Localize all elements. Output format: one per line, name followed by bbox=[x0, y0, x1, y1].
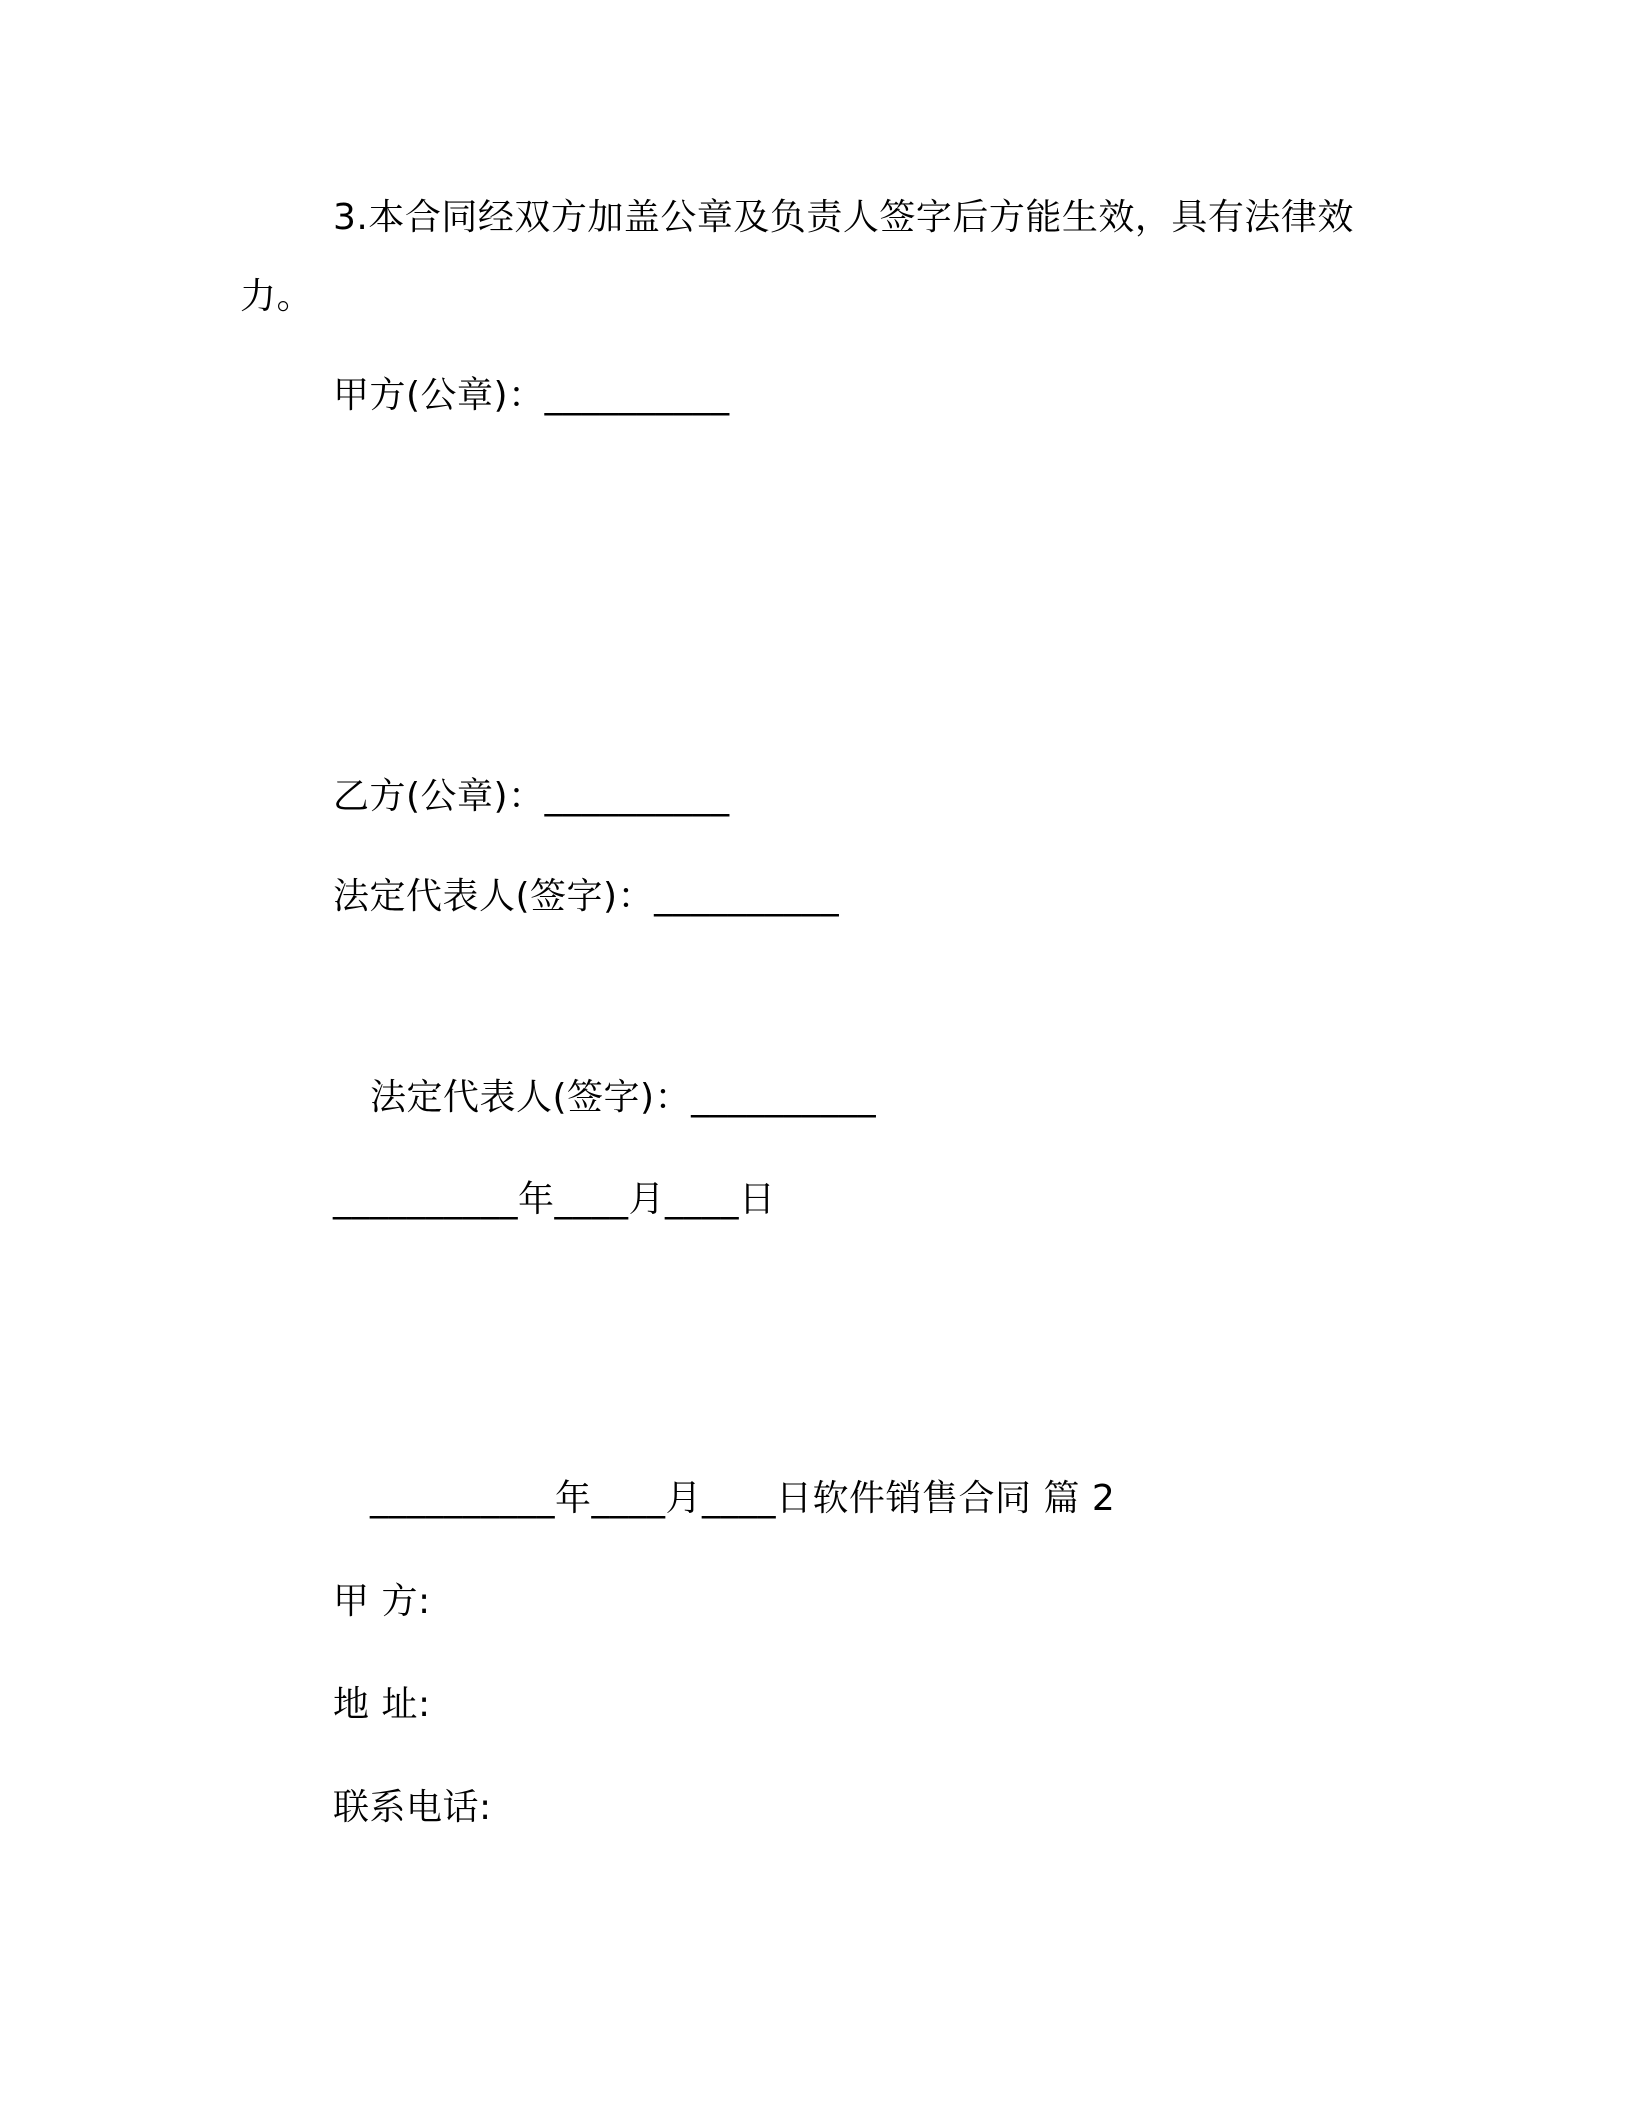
party-a-seal-line: 甲方(公章)：__________ bbox=[333, 375, 730, 416]
legal-representative-line: 法定代表人(签字)：__________ bbox=[333, 876, 840, 917]
party-a-label: 甲 方: bbox=[333, 1581, 431, 1622]
clause-3-paragraph: 3.本合同经双方加盖公章及负责人签字后方能生效，具有法律效力。 bbox=[240, 197, 1354, 317]
legal-representative-line-2: 法定代表人(签字)：__________ bbox=[370, 1077, 877, 1118]
signing-date-line: __________年____月____日 bbox=[333, 1179, 776, 1220]
phone-label: 联系电话: bbox=[333, 1787, 492, 1828]
contract-2-heading: __________年____月____日软件销售合同 篇 2 bbox=[370, 1478, 1116, 1519]
party-b-seal-line: 乙方(公章)：__________ bbox=[333, 776, 730, 817]
address-label: 地 址: bbox=[333, 1684, 431, 1725]
